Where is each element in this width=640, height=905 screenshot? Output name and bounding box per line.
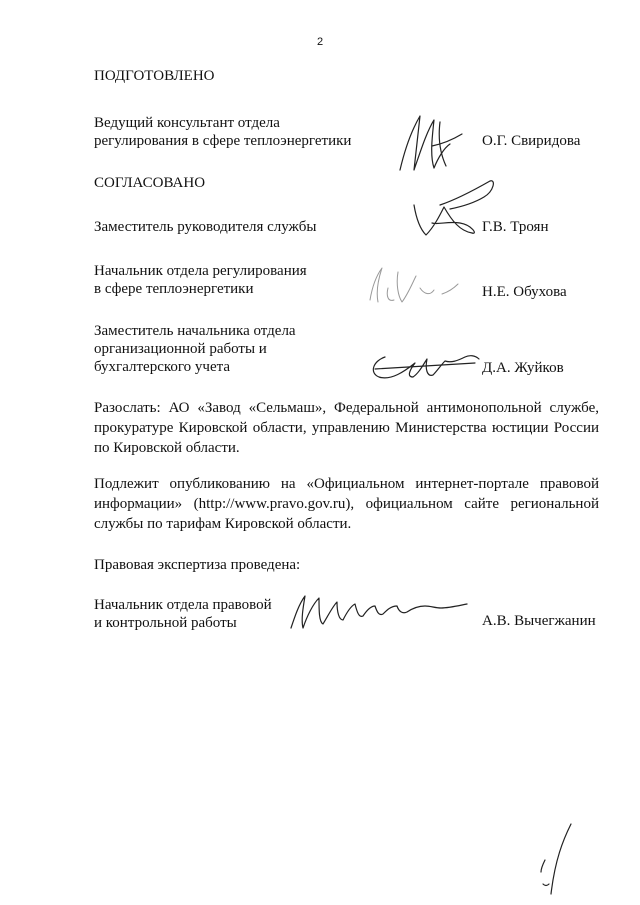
signature-sviridova [390, 108, 470, 178]
signer-position: Ведущий консультант отдела регулирования в сфере теплоэнергетики [94, 115, 352, 149]
signature-vychegzhanin [285, 590, 475, 630]
signer-position: Начальник отдела регулирования в сфере теплоэнергетики [94, 263, 307, 297]
signer-position: Заместитель начальника отдела организационной работы и бухгалтерского учета [94, 323, 296, 375]
signer-position: Заместитель руководителя службы [94, 219, 317, 235]
signer-name: Г.В. Троян [482, 219, 549, 235]
legal-review-text: Правовая экспертиза проведена: [94, 557, 301, 573]
signer-name: Д.А. Жуйков [482, 360, 564, 376]
signer-name: А.В. Вычегжанин [482, 613, 596, 629]
prepared-heading: ПОДГОТОВЛЕНО [94, 68, 215, 84]
signature-zhuikov [365, 345, 485, 385]
signer-position: Начальник отдела правовой и контрольной работы [94, 597, 272, 631]
signer-name: Н.Е. Обухова [482, 284, 567, 300]
agreed-heading: СОГЛАСОВАНО [94, 175, 206, 191]
publication-paragraph: Подлежит опубликованию на «Официальном интернет-портале правовой информации» (http://www.pravo.gov.ru), официальном сайте региональной службы по тарифам Кировской области. [94, 476, 599, 532]
signature-obukhova [362, 258, 462, 308]
distribution-paragraph: Разослать: АО «Завод «Сельмаш», Федеральной антимонопольной службе, прокуратуре Кировской области, управлению Министерства юстиции России по Кировской области. [94, 400, 599, 456]
initials-mark [535, 820, 575, 900]
page-number: 2 [316, 36, 324, 48]
signer-name: О.Г. Свиридова [482, 133, 581, 149]
